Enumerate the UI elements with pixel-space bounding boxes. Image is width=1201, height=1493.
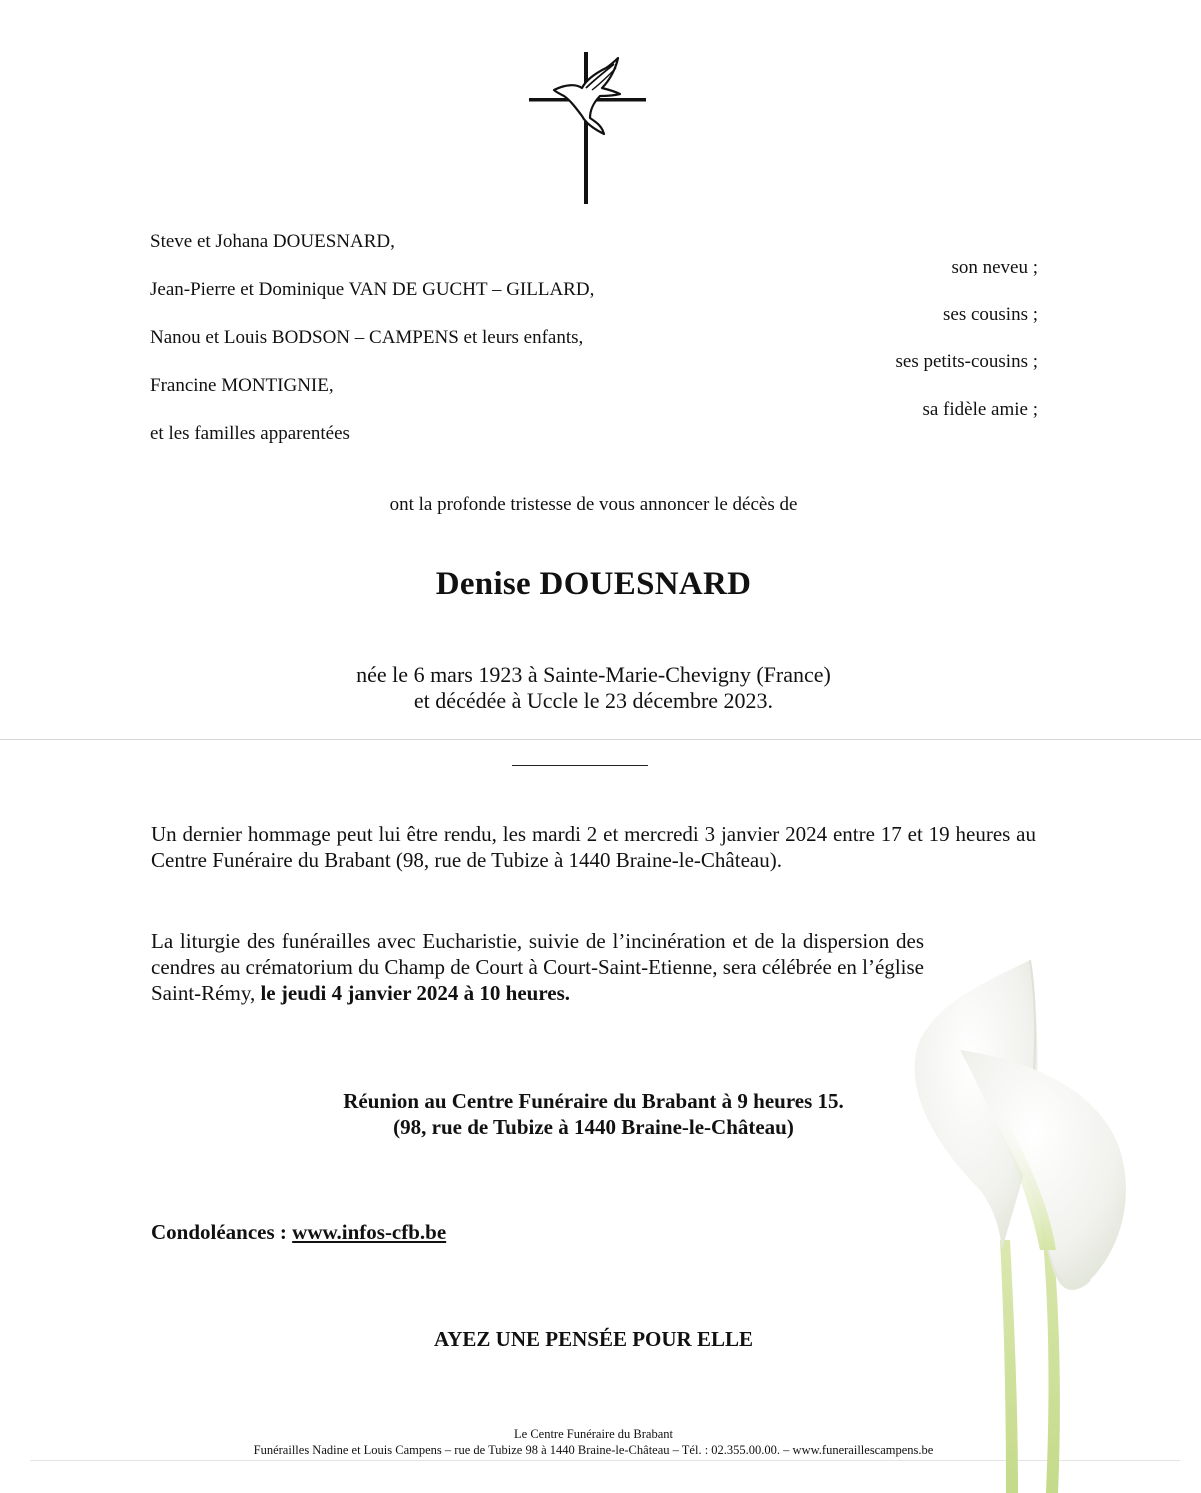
announcement: ont la profonde tristesse de vous annoncer le décès de bbox=[389, 494, 798, 515]
separator-rule bbox=[512, 765, 648, 766]
liturgy-date: le jeudi 4 janvier 2024 à 10 heures. bbox=[260, 981, 571, 1005]
cross-with-dove-icon bbox=[520, 50, 655, 208]
deceased-name: Denise DOUESNARD bbox=[435, 566, 752, 602]
fold-line bbox=[0, 739, 1201, 740]
family-line-3: Nanou et Louis BODSON – CAMPENS et leurs enfants, bbox=[150, 327, 584, 348]
liturgy-paragraph bbox=[151, 928, 924, 1006]
death-line: et décédée à Uccle le 23 décembre 2023. bbox=[413, 688, 774, 713]
relation-line-4: sa fidèle amie ; bbox=[922, 399, 1038, 420]
meeting-line-1: Réunion au Centre Funéraire du Brabant à 9 heures 15. bbox=[343, 1089, 844, 1113]
relation-line-3: ses petits-cousins ; bbox=[895, 351, 1038, 372]
meeting-line-2: (98, rue de Tubize à 1440 Braine-le-Château) bbox=[393, 1115, 794, 1139]
relation-line-1: son neveu ; bbox=[951, 257, 1038, 278]
family-line-1: Steve et Johana DOUESNARD, bbox=[150, 231, 395, 252]
birth-death-dates bbox=[0, 662, 1187, 714]
closing-line: AYEZ UNE PENSÉE POUR ELLE bbox=[434, 1327, 753, 1351]
birth-line: née le 6 mars 1923 à Sainte-Marie-Chevigny (France) bbox=[356, 662, 831, 687]
liturgy-text: La liturgie des funérailles avec Eucharistie, suivie de l’incinération et de la dispersion des cendres au crématorium du Champ de Court à Court-Saint-Etienne, sera célébrée en l’église Saint-Rémy, bbox=[151, 929, 924, 1005]
condolences-link[interactable]: www.infos-cfb.be bbox=[292, 1220, 447, 1244]
family-line-4: Francine MONTIGNIE, bbox=[150, 375, 334, 396]
footer-company: Le Centre Funéraire du Brabant bbox=[514, 1427, 673, 1441]
family-line-5: et les familles apparentées bbox=[150, 423, 350, 444]
footer-address: Funérailles Nadine et Louis Campens – rue de Tubize 98 à 1440 Braine-le-Château – Tél. : 02.355.00.00. – www.funeraillescampens.be bbox=[253, 1443, 934, 1457]
condolences bbox=[151, 1220, 446, 1245]
family-line-2: Jean-Pierre et Dominique VAN DE GUCHT – GILLARD, bbox=[150, 279, 595, 300]
calla-lily-icon bbox=[880, 950, 1200, 1493]
relation-line-2: ses cousins ; bbox=[943, 304, 1038, 325]
condolences-label: Condoléances : bbox=[151, 1220, 287, 1244]
tribute-paragraph: Un dernier hommage peut lui être rendu, les mardi 2 et mercredi 3 janvier 2024 entre 17 et 19 heures au Centre Funéraire du Brabant (98, rue de Tubize à 1440 Braine-le-Château). bbox=[151, 822, 1036, 872]
